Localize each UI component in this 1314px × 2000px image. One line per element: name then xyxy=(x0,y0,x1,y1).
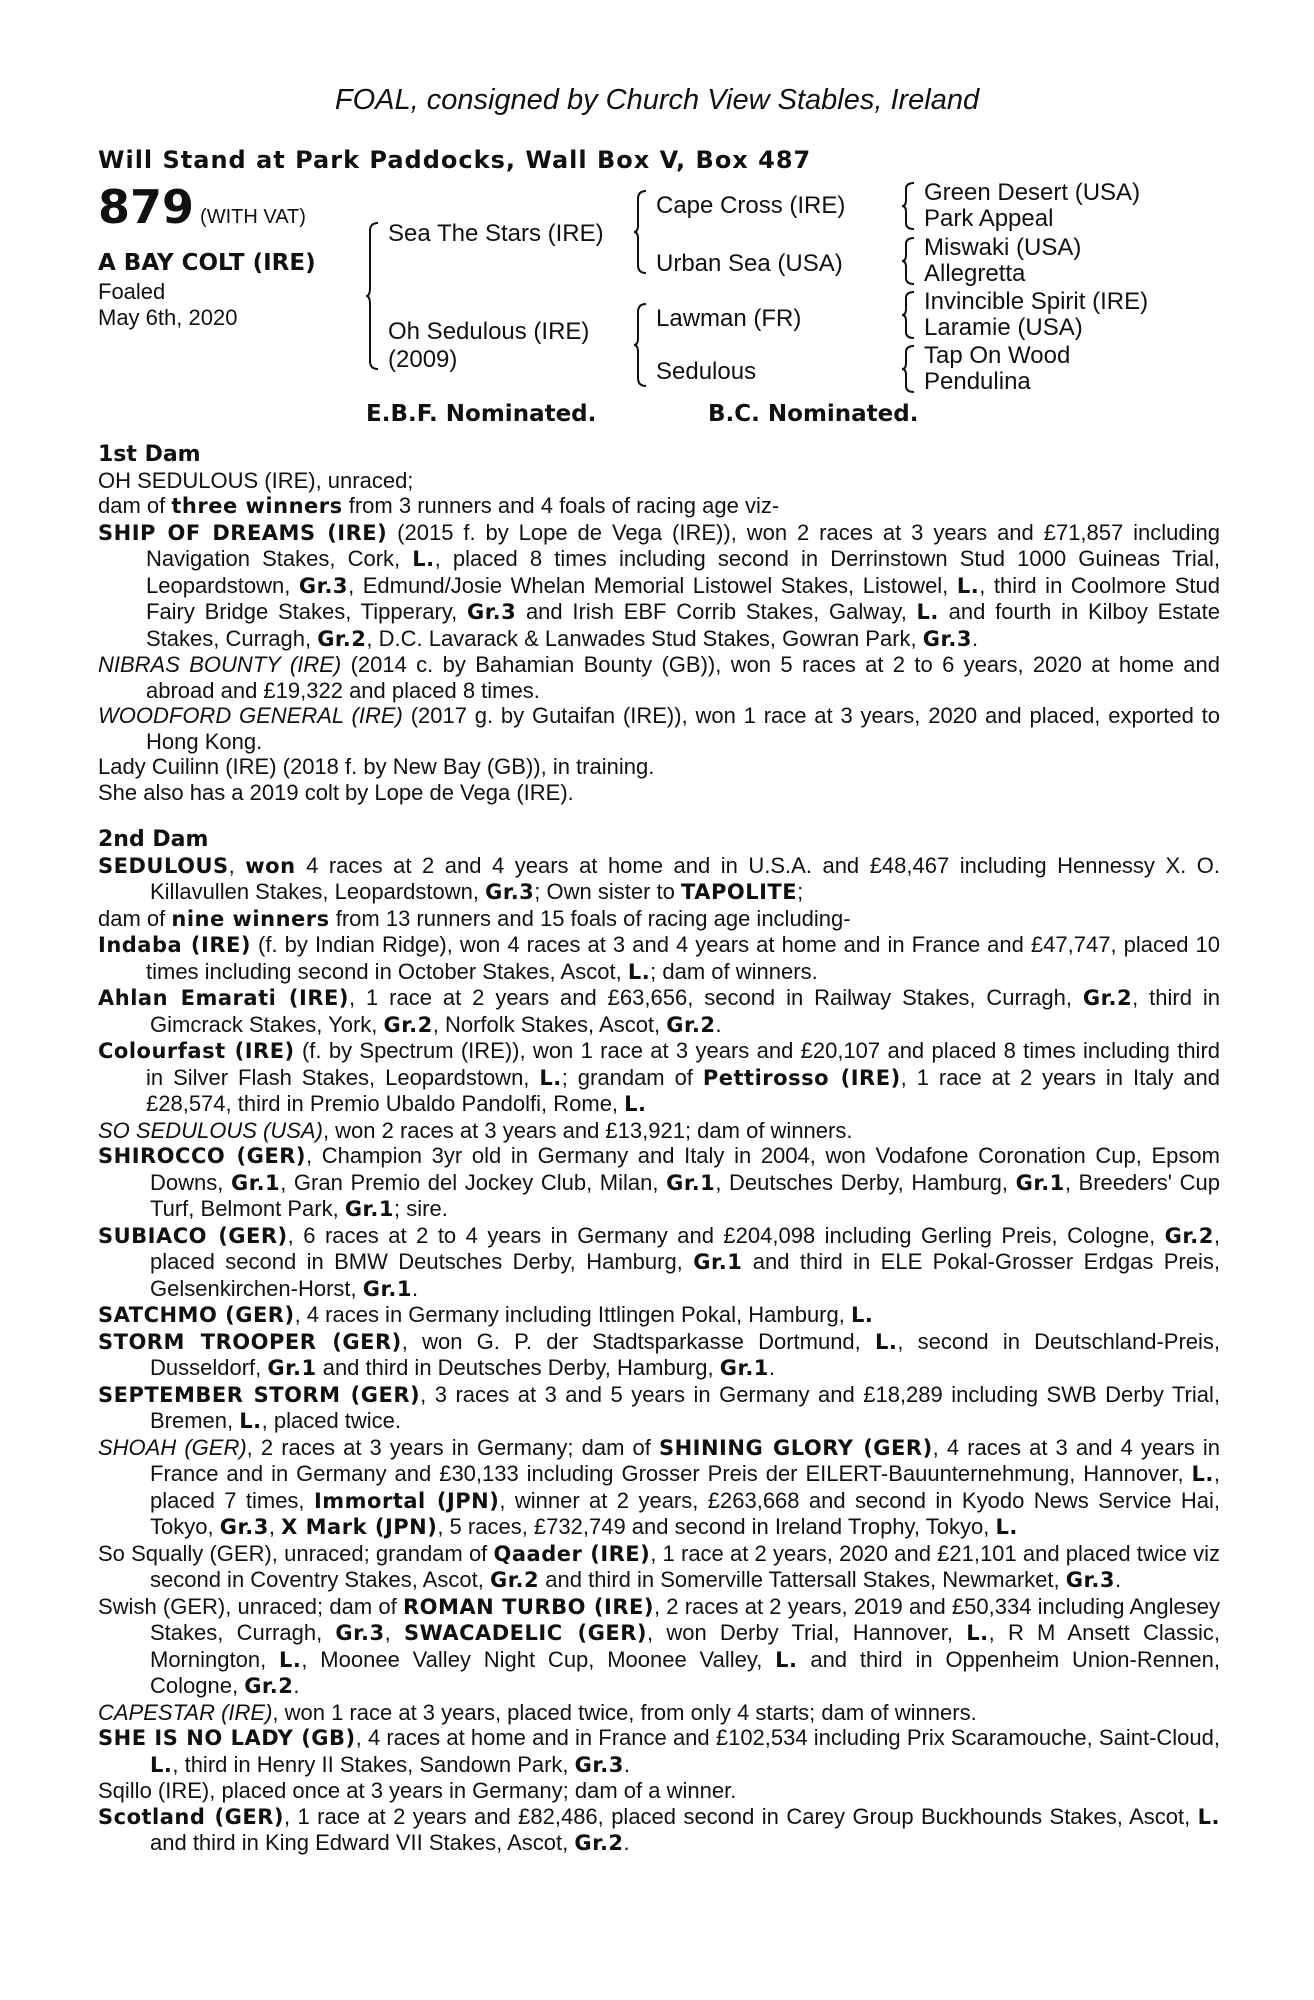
produce-swish: Swish (GER), unraced; dam of ROMAN TURBO (IRE), 2 races at 2 years, 2019 and £50,334 including Anglesey Stakes, Curragh, Gr.3, SWACADELIC (GER), won Derby Trial, Hannover, L., R M Ansett Classic, Mornington, L., Moonee Valley Night Cup, Moonee Valley, L. and third in Oppenheim Union-Rennen, Cologne, Gr.2. xyxy=(98,1593,1221,1698)
pedigree-bracket-g4 xyxy=(902,345,916,395)
sire-dam: Urban Sea (USA) xyxy=(656,250,843,277)
dam-line: OH SEDULOUS (IRE), unraced; xyxy=(98,467,414,493)
granddam-2: Allegretta xyxy=(924,260,1026,287)
pedigree-bracket-main xyxy=(366,222,380,372)
dam-produce-summary: dam of three winners from 3 runners and 4 foals of racing age viz- xyxy=(98,493,780,518)
produce-september-storm: SEPTEMBER STORM (GER), 3 races at 3 and 5 years in Germany and £18,289 including SWB Derby Trial, Bremen, L., placed twice. xyxy=(98,1381,1220,1433)
dam: Oh Sedulous (IRE) xyxy=(388,318,590,345)
produce-colourfast: Colourfast (IRE) (f. by Spectrum (IRE)), won 1 race at 3 years and £20,107 and placed 8 times including third in Silver Flash Stakes, Leopardstown, L.; grandam of Pettirosso (IRE), 1 race at 2 years in Italy and £28,574, third in Premio Ubaldo Pandolfi, Rome, L. xyxy=(98,1038,1220,1116)
dam-sire: Lawman (FR) xyxy=(656,305,802,332)
produce-woodford-general: WOODFORD GENERAL (IRE) (2017 g. by Gutaifan (IRE)), won 1 race at 3 years, 2020 and placed, exported to Hong Kong. xyxy=(98,703,1220,754)
produce-sqillo: Sqillo (IRE), placed once at 3 years in Germany; dam of a winner. xyxy=(98,1778,737,1803)
second-dam-heading: 2nd Dam xyxy=(98,827,209,852)
first-dam-heading: 1st Dam xyxy=(98,442,201,467)
vat-note: (WITH VAT) xyxy=(200,206,306,228)
sire: Sea The Stars (IRE) xyxy=(388,220,604,247)
lot-number: 879 xyxy=(98,180,195,234)
grandsire-3: Invincible Spirit (IRE) xyxy=(924,288,1149,315)
consignor-heading: FOAL, consigned by Church View Stables, Ireland xyxy=(334,84,980,116)
produce-capestar: CAPESTAR (IRE), won 1 race at 3 years, placed twice, from only 4 starts; dam of winners. xyxy=(98,1699,977,1725)
produce-2019-colt: She also has a 2019 colt by Lope de Vega (IRE). xyxy=(98,779,574,805)
grandsire-2: Miswaki (USA) xyxy=(924,234,1082,261)
pedigree-bracket-g2 xyxy=(902,237,916,287)
grandsire-4: Tap On Wood xyxy=(924,342,1071,369)
granddam-3: Laramie (USA) xyxy=(924,314,1083,341)
ebf-nomination: E.B.F. Nominated. xyxy=(366,401,597,427)
bc-nomination: B.C. Nominated. xyxy=(708,401,919,427)
produce-shirocco: SHIROCCO (GER), Champion 3yr old in Germany and Italy in 2004, won Vodafone Coronation Cup, Epsom Downs, Gr.1, Gran Premio del Jockey Club, Milan, Gr.1, Deutsches Derby, Hamburg, Gr.1, Breeders' Cup Turf, Belmont Park, Gr.1; sire. xyxy=(98,1143,1220,1221)
produce-satchmo: SATCHMO (GER), 4 races in Germany including Ittlingen Pokal, Hamburg, L. xyxy=(98,1302,874,1327)
produce-so-squally: So Squally (GER), unraced; grandam of Qaader (IRE), 1 race at 2 years, 2020 and £21,101 and placed twice viz second in Coventry Stakes, Ascot, Gr.2 and third in Somerville Tattersall Stakes, Newmarket, Gr.3. xyxy=(98,1540,1220,1592)
foaled-label: Foaled xyxy=(98,279,166,304)
granddam-4: Pendulina xyxy=(924,368,1031,395)
produce-indaba: Indaba (IRE) (f. by Indian Ridge), won 4 races at 3 and 4 years at home and in France and £47,747, placed 10 times including second in October Stakes, Ascot, L.; dam of winners. xyxy=(98,932,1220,984)
pedigree-bracket-sire xyxy=(634,190,648,276)
pedigree-bracket-g3 xyxy=(902,291,916,341)
produce-lady-cuilinn: Lady Cuilinn (IRE) (2018 f. by New Bay (GB)), in training. xyxy=(98,754,655,779)
dam-dam: Sedulous xyxy=(656,358,757,385)
pedigree-bracket-dam xyxy=(634,303,648,389)
pedigree-bracket-g1 xyxy=(902,182,916,232)
granddam-1: Park Appeal xyxy=(924,205,1054,232)
second-dam-line: SEDULOUS, won 4 races at 2 and 4 years at home and in U.S.A. and £48,467 including Hennessy X. O. Killavullen Stakes, Leopardstown, Gr.3; Own sister to TAPOLITE; xyxy=(98,852,1220,904)
produce-ahlan-emarati: Ahlan Emarati (IRE), 1 race at 2 years and £63,656, second in Railway Stakes, Curragh, Gr.2, third in Gimcrack Stakes, York, Gr.2, Norfolk Stakes, Ascot, Gr.2. xyxy=(98,985,1220,1037)
dam-year: (2009) xyxy=(388,346,458,373)
produce-scotland: Scotland (GER), 1 race at 2 years and £82,486, placed second in Carey Group Buckhounds Stakes, Ascot, L. and third in King Edward VII Stakes, Ascot, Gr.2. xyxy=(98,1803,1221,1855)
stand-location: Will Stand at Park Paddocks, Wall Box V, Box 487 xyxy=(98,146,812,174)
foaled-date: May 6th, 2020 xyxy=(98,305,238,330)
produce-she-is-no-lady: SHE IS NO LADY (GB), 4 races at home and in France and £102,534 including Prix Scaramouche, Saint-Cloud, L., third in Henry II Stakes, Sandown Park, Gr.3. xyxy=(98,1725,1220,1777)
produce-ship-of-dreams: SHIP OF DREAMS (IRE) (2015 f. by Lope de Vega (IRE)), won 2 races at 3 years and £71,857 including Navigation Stakes, Cork, L., placed 8 times including second in Derrinstown Stud 1000 Guineas Trial, Leopardstown, Gr.3, Edmund/Josie Whelan Memorial Listowel Stakes, Listowel, L., third in Coolmore Stud Fairy Bridge Stakes, Tipperary, Gr.3 and Irish EBF Corrib Stakes, Galway, L. and fourth in Kilboy Estate Stakes, Curragh, Gr.2, D.C. Lavarack & Lanwades Stud Stakes, Gowran Park, Gr.3. xyxy=(98,519,1221,651)
produce-shoah: SHOAH (GER), 2 races at 3 years in Germany; dam of SHINING GLORY (GER), 4 races at 3 and 4 years in France and in Germany and £30,133 including Grosser Preis der EILERT-Bauunternehmung, Hannover, L., placed 7 times, Immortal (JPN), winner at 2 years, £263,668 and second in Kyodo News Service Hai, Tokyo, Gr.3, X Mark (JPN), 5 races, £732,749 and second in Ireland Trophy, Tokyo, L. xyxy=(98,1434,1221,1539)
produce-subiaco: SUBIACO (GER), 6 races at 2 to 4 years in Germany and £204,098 including Gerling Preis, Cologne, Gr.2, placed second in BMW Deutsches Derby, Hamburg, Gr.1 and third in ELE Pokal-Grosser Erdgas Preis, Gelsenkirchen-Horst, Gr.1. xyxy=(98,1222,1220,1301)
produce-nibras-bounty: NIBRAS BOUNTY (IRE) (2014 c. by Bahamian Bounty (GB)), won 5 races at 2 to 6 years, 2020 at home and abroad and £19,322 and placed 8 times. xyxy=(98,652,1220,703)
lot-line xyxy=(98,180,306,234)
sire-sire: Cape Cross (IRE) xyxy=(656,192,846,219)
produce-so-sedulous: SO SEDULOUS (USA), won 2 races at 3 years and £13,921; dam of winners. xyxy=(98,1117,853,1143)
lot-description: A BAY COLT (IRE) xyxy=(98,250,316,276)
catalogue-body xyxy=(98,442,1220,1857)
grandsire-1: Green Desert (USA) xyxy=(924,179,1141,206)
second-dam-produce-summary: dam of nine winners from 13 runners and 15 foals of racing age including- xyxy=(98,905,851,931)
produce-storm-trooper: STORM TROOPER (GER), won G. P. der Stadtsparkasse Dortmund, L., second in Deutschland-Preis, Dusseldorf, Gr.1 and third in Deutsches Derby, Hamburg, Gr.1. xyxy=(98,1328,1221,1380)
